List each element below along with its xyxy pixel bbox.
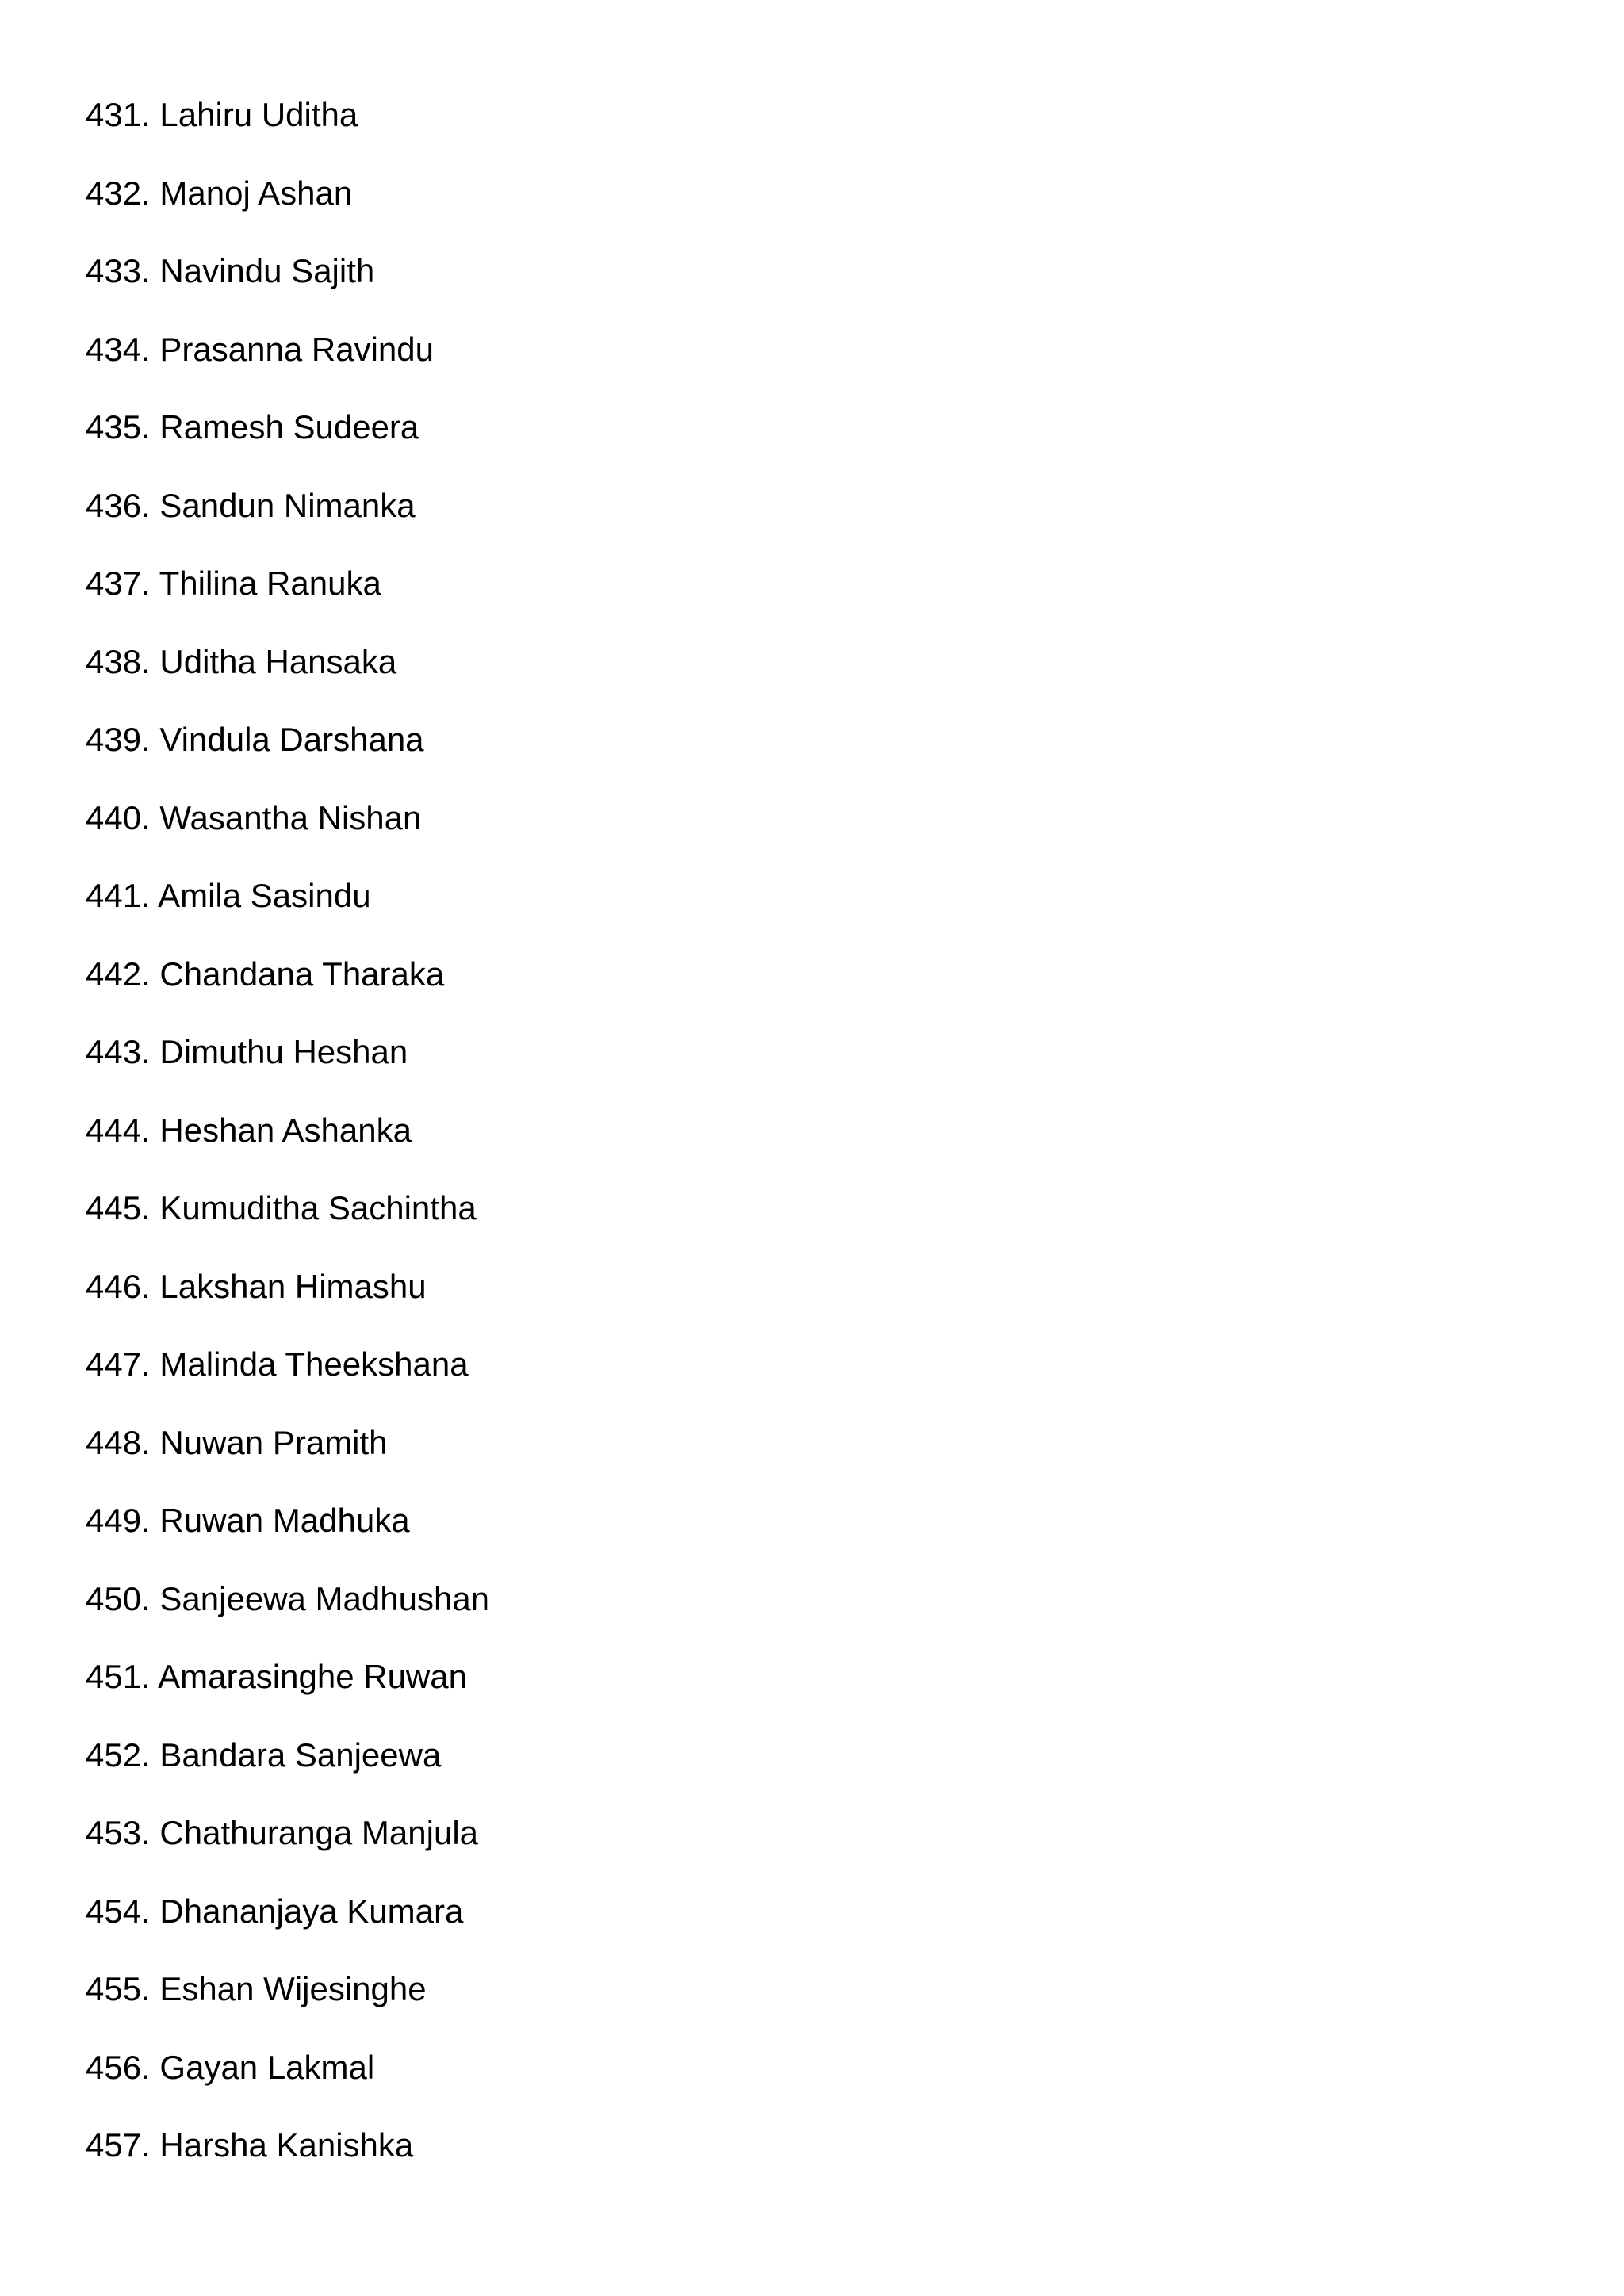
list-item: 435. Ramesh Sudeera — [86, 408, 419, 446]
list-item: 442. Chandana Tharaka — [86, 955, 445, 993]
list-item: 450. Sanjeewa Madhushan — [86, 1579, 490, 1617]
list-item: 443. Dimuthu Heshan — [86, 1033, 408, 1070]
list-item: 445. Kumuditha Sachintha — [86, 1189, 477, 1226]
list-item: 455. Eshan Wijesinghe — [86, 1970, 427, 2007]
list-item: 441. Amila Sasindu — [86, 877, 371, 914]
list-item: 431. Lahiru Uditha — [86, 96, 358, 133]
list-item: 447. Malinda Theekshana — [86, 1345, 469, 1383]
list-item: 453. Chathuranga Manjula — [86, 1814, 479, 1851]
list-item: 433. Navindu Sajith — [86, 252, 375, 289]
list-item: 437. Thilina Ranuka — [86, 564, 381, 602]
list-item: 456. Gayan Lakmal — [86, 2048, 375, 2086]
list-item: 451. Amarasinghe Ruwan — [86, 1658, 467, 1695]
list-item: 449. Ruwan Madhuka — [86, 1502, 410, 1539]
list-item: 454. Dhananjaya Kumara — [86, 1892, 464, 1930]
list-item: 448. Nuwan Pramith — [86, 1423, 388, 1461]
list-item: 452. Bandara Sanjeewa — [86, 1735, 442, 1774]
name-list — [86, 93, 489, 2202]
list-item: 434. Prasanna Ravindu — [86, 330, 434, 368]
list-item: 444. Heshan Ashanka — [86, 1111, 412, 1149]
list-item: 440. Wasantha Nishan — [86, 798, 422, 836]
list-item: 438. Uditha Hansaka — [86, 642, 397, 680]
list-item: 457. Harsha Kanishka — [86, 2126, 414, 2164]
list-item: 432. Manoj Ashan — [86, 174, 353, 212]
list-item: 436. Sandun Nimanka — [86, 486, 416, 524]
list-item: 439. Vindula Darshana — [86, 721, 424, 758]
list-item: 446. Lakshan Himashu — [86, 1267, 427, 1305]
